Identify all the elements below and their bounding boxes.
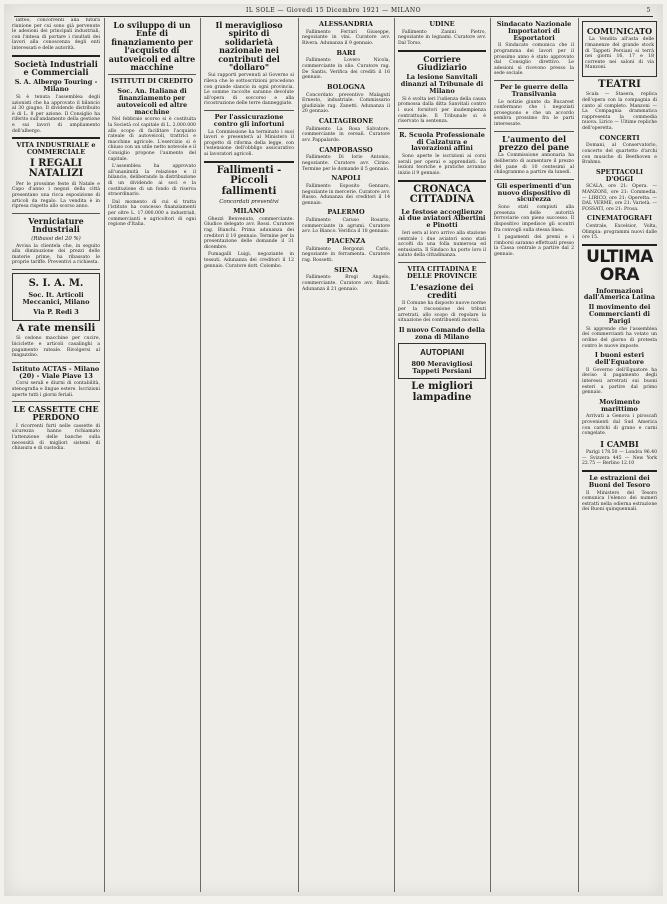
col5-heading-cronaca: CRONACA CITTADINA xyxy=(409,183,475,206)
columns xyxy=(12,18,657,892)
col7-heading-ultima-ora: ULTIMA ORA xyxy=(586,246,653,285)
col7-para-cambi: Parigi 178.50 — Londra 96.40 — Svizzera 445 — New York 22.75 — Berlino 12.10 xyxy=(582,450,657,467)
column-5 xyxy=(398,18,486,892)
col2-sub-societa: Soc. An. Italiana di finanziamento per autoveicoli ed altre macchine xyxy=(116,87,188,116)
col6-para-transilvania: Le notizie giunte da Bucarest confermano che i negoziati proseguono e che un accordo sembra prossimo fra le parti interessate. xyxy=(494,99,574,127)
col3-para-ghezzi: Ghezzi Benvenuto, commerciante. Giudice delegato avv. Rossi. Curatore rag. Bianchi. Prima adunanza dei creditori il 10 gennaio. Termine per la presentazione delle domande il 31 dicembre. xyxy=(204,216,294,250)
col7-para-parigi: Si apprende che l'assemblea dei commercianti ha votato un ordine del giorno di protesta contro le nuove imposte. xyxy=(582,326,657,349)
col3-heading-fallimenti: Fallimenti - Piccoli fallimenti xyxy=(216,164,282,197)
col5-heading-autopiani: AUTOPIANI xyxy=(420,348,464,358)
col4-para-napoli: Fallimento Esposito Gennaro, negoziante in mercerie. Curatore avv. Russo. Adunanza dei creditori il 14 gennaio. xyxy=(302,183,390,206)
col1-para-rate: Si cedono macchine per cucire, biciclette e articoli casalinghi a pagamento rateale. Rivolgersi al magazzino. xyxy=(12,336,100,359)
col2-heading-ente: Lo sviluppo di un Ente di finanziamento per l'acquisto di autoveicoli ed altre macchine xyxy=(108,20,196,72)
col2-para-2: L'assemblea ha approvato all'unanimità la relazione e il bilancio, deliberando la distribuzione di un dividendo ai soci e la costituzione di un fondo di riserva straordinario. xyxy=(108,164,196,198)
col6-heading-sindacato: Sindacato Nazionale Importatori di Esportatori xyxy=(496,20,572,42)
col4-city-alessandria: ALESSANDRIA xyxy=(319,20,373,28)
col7-para-concerti: Domani, al Conservatorio, concerto del quartetto d'archi con musiche di Beethoven e Brahms. xyxy=(582,143,657,166)
col7-heading-comunicato: COMUNICATO xyxy=(586,26,653,36)
newspaper-page xyxy=(4,4,663,896)
col7-para-cinematografi: Centrale, Excelsior, Volta, Olimpia: programmi nuovi dalle ore 15. xyxy=(582,224,657,241)
col4-para-campobasso: Fallimento Di Iorio Antonio, negoziante. Curatore avv. Cirino. Termine per le domande il 5 gennaio. xyxy=(302,155,390,172)
col3-para-infortuni: La Commissione ha terminato i suoi lavori e presenterà al Ministero il progetto di riforma della legge, con l'estensione dell'obbligo assicurativo ai lavoratori agricoli. xyxy=(204,129,294,157)
col5-heading-scuola: R. Scuola Professionale di Calzatura e lavorazioni affini xyxy=(399,130,485,153)
col4-para-bari: Fallimento Lovero Nicola, commerciante in olio. Curatore rag. De Santis. Verifica dei crediti il 16 gennaio. xyxy=(302,58,390,81)
col5-sub-tappeti: 800 Meravigliosi Tappeti Persiani xyxy=(411,359,473,375)
col4-para-piacenza: Fallimento Bergonzi Carlo, negoziante in ferramenta. Curatore rag. Rossetti. xyxy=(302,246,390,263)
col5-ad-autopiani xyxy=(398,343,486,379)
col5-heading-esazione: L'esazione dei crediti xyxy=(410,281,474,301)
col6-para-dispositivo: Sono stati compiuti alla presenza delle autorità ferroviarie con pieno successo. Il dispositivo impedisce gli scontri fra convogli sulla stessa linea. xyxy=(494,205,574,233)
running-head-text: IL SOLE — Giovedì 15 Dicembre 1921 — MILANO xyxy=(245,7,422,14)
col3-city-milano: MILANO xyxy=(233,207,265,215)
col6-heading-pane: L'aumento del prezzo del pane xyxy=(498,133,570,152)
column-6 xyxy=(494,18,574,892)
col4-city-siena: SIENA xyxy=(334,265,358,274)
col1-heading-regali: I REGALI NATALIZI xyxy=(28,157,84,180)
col7-heading-teatri: TEATRI xyxy=(598,78,641,90)
col1-heading-siam: S. I. A. M. xyxy=(28,277,84,289)
col4-para-alessandria: Fallimento Ferrari Giuseppe, negoziante in vini. Curatore avv. Rivera. Adunanza il 9 gennaio. xyxy=(302,29,390,46)
running-head xyxy=(14,6,653,17)
col1-address-siam: Via P. Redi 3 xyxy=(33,308,79,316)
column-2 xyxy=(108,18,196,892)
col7-para-equatore: Il Governo dell'Equatore ha deciso il pagamento degli interessi arretrati sui buoni esteri a partire dal primo gennaio. xyxy=(582,367,657,396)
col1-para-actas: Corsi serali e diurni di contabilità, stenografia e lingue estere. Iscrizioni aperte tutti i giorni feriali. xyxy=(12,381,100,398)
col7-para-estrazioni: Il Ministero del Tesoro comunica l'elenco dei numeri estratti nella odierna estrazione dei Buoni quinquennali. xyxy=(582,490,657,513)
col5-para-esazione: Il Comune ha disposto nuove norme per la riscossione dei tributi arretrati, allo scopo di regolare la situazione dei contribuenti morosi. xyxy=(398,301,486,324)
col1-heading-actas: Istituto ACTAS - Milano (20) - Viale Piave 13 xyxy=(12,364,100,380)
col5-heading-lampadine: Le migliori lampadine xyxy=(411,381,473,403)
col5-heading-giudiziario: Corriere Giudiziario xyxy=(417,53,467,72)
col1-ad-siam xyxy=(12,273,100,321)
col3-heading-infortuni: Per l'assicurazione contro gli infortuni xyxy=(213,112,285,128)
col7-heading-cambi: I CAMBI xyxy=(600,438,639,449)
column-3 xyxy=(204,18,294,892)
col1-para-cassette: I ricorrenti furti nelle cassette di sicurezza hanno richiamato l'attenzione delle banche sulla necessità di migliori sistemi di chiusura e di custodia. xyxy=(12,423,100,452)
col4-para-bologna: Concordato preventivo Malaguti Ernesto, industriale. Commissario giudiziale rag. Zanetti. Adunanza il 20 gennaio. xyxy=(302,92,390,115)
col4-para-palermo: Fallimento Caruso Rosario, commerciante in agrumi. Curatore avv. Lo Bianco. Verifica il 18 gennaio. xyxy=(302,218,390,235)
page-number: 5 xyxy=(646,7,651,14)
col7-heading-marittimo: Movimento marittimo xyxy=(599,397,640,413)
col5-sub-sanvitali: La lesione Sanvitali dinanzi al Tribunale di Milano xyxy=(400,73,484,95)
col4-city-palermo: PALERMO xyxy=(327,208,365,217)
col3-para-fumagalli: Fumagalli Luigi, negoziante in tessuti. Adunanza dei creditori il 12 gennaio. Curatore dott. Colombo. xyxy=(204,252,294,269)
col1-heading-cassette: LE CASSETTE CHE PERDONO xyxy=(13,404,99,423)
col7-para-teatri: Scala — Stasera, replica dell'opera con la compagnia di canto al completo. Manzoni — La Compagnia drammatica rappresenta la commedia nuova. Lirico — Ultime repliche dell'operetta. xyxy=(582,92,657,132)
col4-para-caltagirone: Fallimento La Rosa Salvatore, commerciante in cereali. Curatore avv. Pappalardo. xyxy=(302,126,390,143)
col7-para-spettacoli: SCALA, ore 21: Opera. — MANZONI, ore 21: Commedia. — LIRICO, ore 21: Operetta. — DAL VERME, ore 21: Varietà. — FOSSATI, ore 21: Prosa. xyxy=(582,184,657,212)
column-7 xyxy=(582,18,657,892)
column-4 xyxy=(302,18,390,892)
col7-sub-parigi: Il movimento dei Commercianti di Parigi xyxy=(588,303,651,325)
col5-para-scuola: Sono aperte le iscrizioni ai corsi serali per operai e apprendisti. Le lezioni teoriche e pratiche avranno inizio il 9 gennaio. xyxy=(398,154,486,176)
col5-para-sanvitali: Si è svolta ieri l'udienza della causa promossa dalla ditta Sanvitali contro i suoi fornitori per inadempienza contrattuale. Il Tribunale si è riservato la sentenza. xyxy=(398,96,486,125)
col3-sub-concordati: Concordati preventivi xyxy=(219,199,279,205)
col1-para-verniciature: Avvisa la clientela che, in seguito alla diminuzione dei prezzi delle materie prime, ha ribassato le proprie tariffe. Preventivi a richiesta. xyxy=(12,243,100,266)
col1-sub-ribassi: (Ribassi del 20 %) xyxy=(31,235,81,242)
col7-box-comunicato xyxy=(582,21,657,77)
col1-heading-societa: Società Industriali e Commerciali xyxy=(14,58,98,77)
col4-city-campobasso: CAMPOBASSO xyxy=(319,145,373,154)
col6-para-sindacato: Il Sindacato comunica che il programma dei lavori per il prossimo anno è stato approvato dal Consiglio direttivo. Le adesioni si ricevono presso la sede sociale. xyxy=(494,43,574,77)
col7-heading-estrazioni: Le estrazioni dei Buoni del Tesoro xyxy=(588,473,651,489)
col4-city-bari: BARI xyxy=(336,48,356,57)
col7-heading-spettacoli: SPETTACOLI D'OGGI xyxy=(595,167,644,183)
col7-heading-concerti: CONCERTI xyxy=(599,133,640,142)
col1-para-regali: Per le prossime feste di Natale e Capo d'anno i negozi della città presentano una ricca esposizione di articoli da regalo. La vendita è in ripresa rispetto allo scorso anno. xyxy=(12,181,100,210)
col6-para-pane: La Commissione annonaria ha deliberato di aumentare il prezzo del pane di 10 centesimi al chilogrammo a partire da lunedì. xyxy=(494,153,574,176)
col7-para-comunicato: La Vendita all'asta delle rimanenze del grande stock di Tappeti Persiani si terrà nei giorni 16, 17 e 18 corrente nei saloni di via Manzoni. xyxy=(585,37,654,71)
col1-intro: latteo, concorrenti alla futura riunione per cui sono già pervenute le adesioni dei principali industriali, con l'intesa di portare i risultati dei lavori alla conoscenza degli enti interessati e delle autorità. xyxy=(12,18,100,51)
col7-para-marittimo: Arrivati a Genova i piroscafi provenienti dal Sud America con carichi di grano e carni congelate. xyxy=(582,414,657,437)
col5-heading-comando: Il nuovo Comando della zona di Milano xyxy=(398,325,486,341)
col2-heading-istituti: ISTITUTI DI CREDITO xyxy=(111,77,193,86)
col1-para-touring: Si è tenuta l'assemblea degli azionisti che ha approvato il bilancio al 30 giugno. Il dividendo distribuito è di L. 8 per azione. Il Consiglio ha riferito sull'andamento della gestione e sui lavori di ampliamento dell'albergo. xyxy=(12,94,100,134)
col4-city-caltagirone: CALTAGIRONE xyxy=(318,116,374,125)
col4-para-siena: Fallimento Brogi Angelo, commerciante. Curatore avv. Bindi. Adunanza il 21 gennaio. xyxy=(302,275,390,292)
col4-city-bologna: BOLOGNA xyxy=(326,82,366,91)
col6-para-pagamenti: I pagamenti dei premi e i rimborsi saranno effettuati presso la Cassa centrale a partire dal 2 gennaio. xyxy=(494,235,574,257)
col5-city-udine: UDINE xyxy=(429,20,455,28)
col5-sub-aviatori: Le festose accoglienze ai due aviatori Albertini e Pinotti xyxy=(398,207,486,230)
col5-para-udine: Fallimento Zanini Pietro, negoziante in legnami. Curatore avv. Dal Torso. xyxy=(398,29,486,46)
col5-para-aviatori: Ieri sera al loro arrivo alla stazione centrale i due aviatori sono stati accolti da una folla numerosa ed entusiasta. Il Sindaco ha porto loro il saluto della cittadinanza. xyxy=(398,231,486,259)
col1-heading-verniciature: Verniciature Industriali xyxy=(28,215,84,235)
col6-heading-dispositivo: Gli esperimenti d'un nuovo dispositivo di sicurezza xyxy=(496,181,572,204)
col1-sub-siam: Soc. It. Articoli Meccanici, Milano xyxy=(22,291,90,307)
col3-para-dollaro: Sui rapporti pervenuti al Governo si rileva che le sottoscrizioni procedono con grande slancio in ogni provincia. Le somme raccolte saranno devolute all'opera di soccorso e alla ricostruzione delle terre danneggiate. xyxy=(204,73,294,107)
col3-heading-dollaro: Il meraviglioso spirito di solidarietà nazionale nei contributi del "dollaro" xyxy=(215,20,283,72)
col7-heading-equatore: I buoni esteri dell'Equatore xyxy=(594,351,645,366)
col4-city-napoli: NAPOLI xyxy=(331,174,361,183)
column-1 xyxy=(12,18,100,892)
col2-para-3: Dal momento di cui si tratta l'istituto ha concesso finanziamenti per oltre L. 17.000.000 a industriali, commercianti e agricoltori di ogni regione d'Italia. xyxy=(108,199,196,228)
col7-heading-cinematografi: CINEMATOGRAFI xyxy=(586,214,653,223)
col2-para-1: Nel febbraio scorso si è costituita la Società col capitale di L. 2.000.000 allo scopo di facilitare l'acquisto rateale di autoveicoli, trattrici e macchine agricole. L'esercizio si è chiuso con un utile netto notevole e il Consiglio propone l'aumento del capitale. xyxy=(108,117,196,162)
col1-subheading-touring: S. A. Albergo Touring - Milano xyxy=(14,78,98,94)
col4-city-piacenza: PIACENZA xyxy=(326,236,366,245)
col5-heading-vita-cittadina: VITA CITTADINA E DELLE PROVINCIE xyxy=(407,265,477,280)
col1-heading-vita: VITA INDUSTRIALE e COMMERCIALE xyxy=(16,141,96,156)
col1-heading-rate: A rate mensili xyxy=(16,322,96,334)
col6-heading-transilvania: Per le guerre della Transilvania xyxy=(500,83,568,98)
col7-sub-america: Informazioni dall'America Latina xyxy=(583,286,656,302)
